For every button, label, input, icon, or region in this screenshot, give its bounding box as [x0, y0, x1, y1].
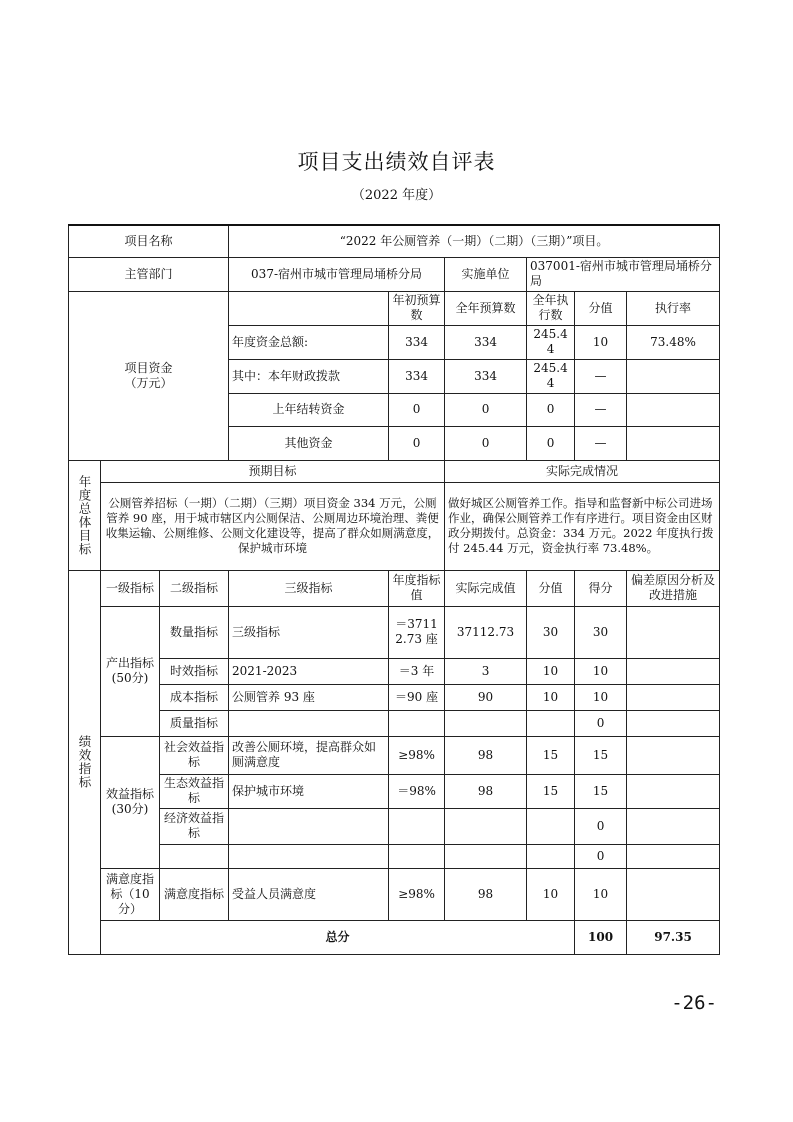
- perf-score: 0: [575, 808, 627, 844]
- perf-score-value: [527, 808, 575, 844]
- perf-header-target: 年度指标值: [389, 570, 445, 606]
- perf-deviation: [627, 710, 720, 736]
- perf-score-value: 10: [527, 684, 575, 710]
- funds-row-label: 其他资金: [229, 426, 389, 460]
- perf-target: ＝3 年: [389, 658, 445, 684]
- perf-level2: 成本指标: [160, 684, 229, 710]
- funds-cell: [627, 359, 720, 393]
- goals-actual-header: 实际完成情况: [445, 460, 720, 482]
- funds-cell: [627, 426, 720, 460]
- funds-cell: 0: [445, 393, 527, 426]
- perf-score-value: 10: [527, 868, 575, 920]
- perf-deviation: [627, 658, 720, 684]
- funds-cell: 0: [527, 393, 575, 426]
- perf-header-actual: 实际完成值: [445, 570, 527, 606]
- goals-actual-text: 做好城区公厕管养工作。指导和监督新中标公司进场作业，确保公厕管养工作有序进行。项目资金由区财政分期拨付。总资金：334 万元。2022 年度执行拨付 245.44 万元，资金执行率 73.48%。: [445, 482, 720, 570]
- perf-score-value: 30: [527, 606, 575, 658]
- page-subtitle: （2022 年度）: [351, 188, 442, 203]
- perf-level2: 质量指标: [160, 710, 229, 736]
- perf-level3: 受益人员满意度: [229, 868, 389, 920]
- funds-cell: —: [575, 359, 627, 393]
- funds-header-score-value: 分值: [575, 291, 627, 325]
- perf-score: 10: [575, 684, 627, 710]
- total-label: 总分: [101, 920, 575, 954]
- perf-level3: [229, 710, 389, 736]
- perf-score: 15: [575, 736, 627, 774]
- perf-score-value: [527, 710, 575, 736]
- performance-table: [68, 224, 720, 955]
- funds-label-text: 项目资金 （万元）: [124, 360, 173, 390]
- perf-score: 0: [575, 710, 627, 736]
- perf-actual: [445, 710, 527, 736]
- perf-target: [389, 710, 445, 736]
- funds-row-label: 上年结转资金: [229, 393, 389, 426]
- page-title: 项目支出绩效自评表: [297, 150, 496, 174]
- perf-target: ＝37112.73 座: [389, 606, 445, 658]
- perf-score: 10: [575, 868, 627, 920]
- perf-header-score-value: 分值: [527, 570, 575, 606]
- perf-score: 30: [575, 606, 627, 658]
- project-name-value: “2022 年公厕管养（一期）（二期）（三期）”项目。: [229, 225, 720, 257]
- perf-deviation: [627, 868, 720, 920]
- funds-cell: 10: [575, 325, 627, 359]
- funds-cell: [627, 393, 720, 426]
- perf-header-level2: 二级指标: [160, 570, 229, 606]
- funds-cell: 334: [389, 359, 445, 393]
- funds-cell: 73.48%: [627, 325, 720, 359]
- perf-level3: [229, 808, 389, 844]
- page-number: -26-: [671, 992, 717, 1014]
- group-satisfaction: 满意度指标（10 分）: [101, 868, 160, 920]
- perf-score: 15: [575, 774, 627, 808]
- funds-row-label: 年度资金总额:: [229, 325, 389, 359]
- perf-level3: 公厕管养 93 座: [229, 684, 389, 710]
- funds-cell: 334: [389, 325, 445, 359]
- group-benefit: 效益指标(30分): [101, 736, 160, 868]
- perf-target: [389, 844, 445, 868]
- perf-header-level3: 三级指标: [229, 570, 389, 606]
- group-output: 产出指标(50分): [101, 606, 160, 736]
- funds-cell: 0: [389, 426, 445, 460]
- funds-header-rate: 执行率: [627, 291, 720, 325]
- funds-label: [69, 291, 229, 460]
- funds-cell: —: [575, 426, 627, 460]
- perf-level3: 改善公厕环境，提高群众如厕满意度: [229, 736, 389, 774]
- perf-level3: 保护城市环境: [229, 774, 389, 808]
- funds-header-initial: 年初预算数: [389, 291, 445, 325]
- perf-level2: 生态效益指标: [160, 774, 229, 808]
- funds-cell: 245.44: [527, 325, 575, 359]
- total-score: 97.35: [627, 920, 720, 954]
- goals-expected-header: 预期目标: [101, 460, 445, 482]
- funds-header-full-year: 全年预算数: [445, 291, 527, 325]
- funds-cell: 0: [527, 426, 575, 460]
- perf-score: 10: [575, 658, 627, 684]
- perf-actual: [445, 808, 527, 844]
- perf-header-level1: 一级指标: [101, 570, 160, 606]
- perf-score-value: [527, 844, 575, 868]
- perf-deviation: [627, 774, 720, 808]
- perf-actual: 98: [445, 736, 527, 774]
- funds-row-label: 其中：本年财政拨款: [229, 359, 389, 393]
- perf-score-value: 15: [527, 774, 575, 808]
- total-score-value: 100: [575, 920, 627, 954]
- funds-cell: 334: [445, 325, 527, 359]
- perf-actual: 90: [445, 684, 527, 710]
- perf-score: 0: [575, 844, 627, 868]
- perf-deviation: [627, 606, 720, 658]
- unit-value: 037001-宿州市城市管理局埇桥分局: [527, 257, 720, 291]
- funds-cell: 334: [445, 359, 527, 393]
- perf-level2: 满意度指标: [160, 868, 229, 920]
- perf-deviation: [627, 736, 720, 774]
- perf-level2: 社会效益指标: [160, 736, 229, 774]
- funds-cell: 0: [445, 426, 527, 460]
- perf-target: ≥98%: [389, 868, 445, 920]
- unit-label: 实施单位: [445, 257, 527, 291]
- perf-actual: 98: [445, 868, 527, 920]
- dept-value: 037-宿州市城市管理局埇桥分局: [229, 257, 445, 291]
- perf-target: ＝98%: [389, 774, 445, 808]
- perf-actual: [445, 844, 527, 868]
- goals-label: 年度总体目标: [69, 460, 101, 570]
- perf-level3: 2021-2023: [229, 658, 389, 684]
- perf-level2: 时效指标: [160, 658, 229, 684]
- goals-expected-text: 公厕管养招标（一期）（二期）（三期）项目资金 334 万元，公厕管养 90 座，用于城市辖区内公厕保洁、公厕周边环境治理、粪便收集运输、公厕维修、公厕文化建设等，提高了群众如厕满意度，保护城市环境: [101, 482, 445, 570]
- perf-actual: 98: [445, 774, 527, 808]
- perf-level3: [229, 844, 389, 868]
- perf-target: ＝90 座: [389, 684, 445, 710]
- perf-level2: 经济效益指标: [160, 808, 229, 844]
- dept-label: 主管部门: [69, 257, 229, 291]
- perf-actual: 3: [445, 658, 527, 684]
- project-name-label: 项目名称: [69, 225, 229, 257]
- performance-label: 绩效指标: [69, 570, 101, 954]
- perf-header-deviation: 偏差原因分析及改进措施: [627, 570, 720, 606]
- funds-header-executed: 全年执行数: [527, 291, 575, 325]
- perf-header-score: 得分: [575, 570, 627, 606]
- perf-level2: 数量指标: [160, 606, 229, 658]
- perf-score-value: 15: [527, 736, 575, 774]
- perf-target: [389, 808, 445, 844]
- perf-actual: 37112.73: [445, 606, 527, 658]
- perf-level2: [160, 844, 229, 868]
- perf-score-value: 10: [527, 658, 575, 684]
- perf-deviation: [627, 684, 720, 710]
- perf-level3: 三级指标: [229, 606, 389, 658]
- perf-deviation: [627, 808, 720, 844]
- funds-cell: 245.44: [527, 359, 575, 393]
- perf-target: ≥98%: [389, 736, 445, 774]
- perf-deviation: [627, 844, 720, 868]
- funds-cell: —: [575, 393, 627, 426]
- funds-cell: 0: [389, 393, 445, 426]
